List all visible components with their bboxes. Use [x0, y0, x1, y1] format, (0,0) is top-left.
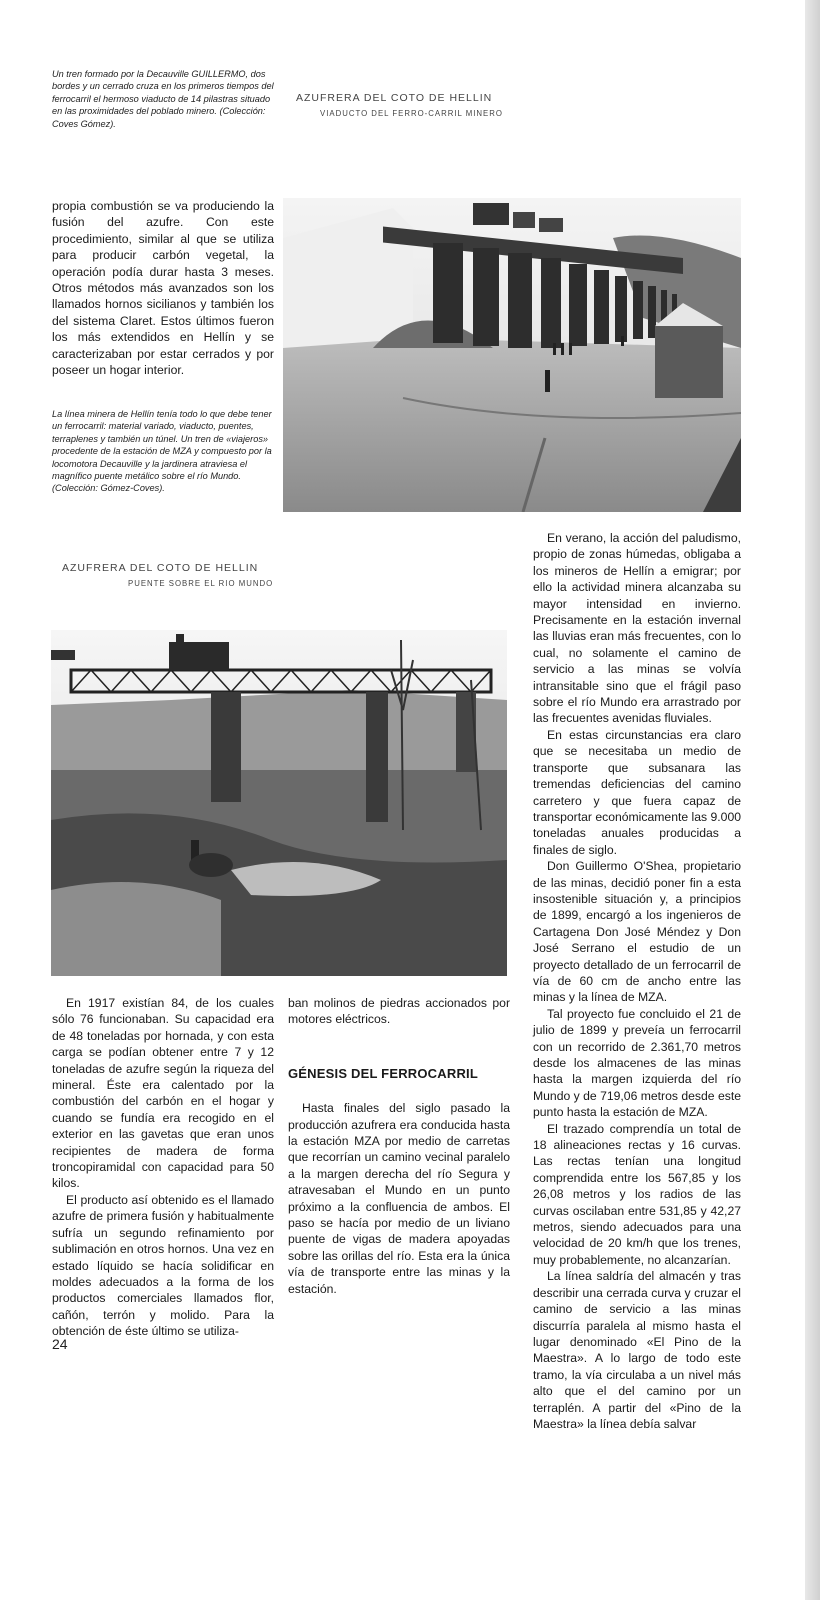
paragraph: En 1917 existían 84, de los cuales sólo 76 funcionaban. Su capacidad era de 48 toneladas por hornada, y con esta carga se podían obtener entre 7 y 12 toneladas de azufre según la riqueza del mineral. Éste era calentado por la combustión del carbón en el hogar y cuando se fundía era recogido en el exterior en las gavetas que eran unos recipientes de madera de forma troncopiramidal con capacidad para 50 kilos.: [52, 996, 274, 1191]
paragraph: La línea saldría del almacén y tras describir una cerrada curva y cruzar el camino de servicio a las minas discurría paralela al mismo hasta el lugar denominado «El Pino de la Maestra». A lo largo de todo este tramo, la vía circulaba a un nivel más alto que el del camino por un terraplén. A partir del «Pino de la Maestra» la línea debía salvar: [533, 1269, 741, 1431]
paragraph: En estas circunstancias era claro que se necesitaba un medio de transporte que subsanara las tremendas deficiencias del camino carretero y que fuera capaz de transportar económicamente las 9.000 toneladas anuales producidas a finales de siglo.: [533, 727, 741, 857]
paragraph: propia combustión se va produciendo la fusión del azufre. Con este procedimiento, similar al que se utiliza para producir carbón vegetal, la operación podía durar hasta 3 meses. Otros métodos más avanzados son los llamados hornos sicilianos y también los del sistema Claret. Estos últimos fueron los más extendidos en Hellín y se caracterizaban por estar cerrados y por poseer un hogar interior.: [52, 199, 274, 378]
paragraph: Tal proyecto fue concluido el 21 de julio de 1899 y preveía un ferrocarril con un recorrido de 2.361,70 metros desde los almacenes de las minas hasta la margen izquierda del río Mundo y de 719,06 metros desde este punto hasta la estación de MZA.: [533, 1006, 741, 1120]
section-heading: GÉNESIS DEL FERROCARRIL: [288, 1065, 478, 1081]
paragraph: ban molinos de piedras accionados por motores eléctricos.: [288, 996, 510, 1027]
page-number: 24: [52, 1336, 68, 1352]
text-column-bottom-left: [52, 995, 274, 1340]
paragraph: El producto así obtenido es el llamado azufre de primera fusión y habitualmente sufría un segundo refinamiento por sublimación en otros hornos. Una vez en estado líquido se hacía solidificar en moldes adecuados a la forma de los productos comerciales llamados flor, cañón, terrón y molido. Para la obtención de éste último se utiliza-: [52, 1192, 274, 1339]
paragraph: Hasta finales del siglo pasado la producción azufrera era conducida hasta la estación MZA por medio de carretas que recorrían un camino vecinal paralelo a la margen derecha del río Segura y atravesaban el Mundo en un punto próximo a la confluencia de ambos. El paso se hacía por medio de un liviano puente de vigas de madera apoyadas sobre las orillas del río. Esta era la única vía de transporte entre las minas y la estación.: [288, 1101, 510, 1296]
photo-caption-middle: La línea minera de Hellín tenía todo lo que debe tener un ferrocarril: material variado, viaducto, puentes, terraplenes y también un túnel. Un tren de «viajeros» procedente de la estación de MZA y compuesto por la locomotora Decauville y la jardinera atraviesa el magnífico puente metálico sobre el río Mundo. (Colección: Gómez-Coves).: [52, 409, 272, 494]
text-column-right: [533, 530, 741, 1432]
page-edge-shadow: [805, 0, 820, 1600]
photo1-subtitle: VIADUCTO DEL FERRO-CARRIL MINERO: [320, 109, 503, 118]
photo2-subtitle: PUENTE SOBRE EL RIO MUNDO: [128, 579, 274, 588]
paragraph: El trazado comprendía un total de 18 alineaciones rectas y 16 curvas. Las rectas tenían una longitud comprendida entre los 567,85 y los 26,08 metros y los radios de las curvas oscilaban entre 531,85 y 42,27 metros, siendo adecuados para una velocidad de 20 km/h que los trenes, muy probablemente, no alcanzarían.: [533, 1121, 741, 1267]
paragraph: Don Guillermo O'Shea, propietario de las minas, decidió poner fin a esta insostenible situación y, a principios de 1899, encargó a los ingenieros de Cartagena Don José Méndez y Don José Serrano el estudio de un proyecto detallado de un ferrocarril de vía de 60 cm de ancho entre las minas y la línea de MZA.: [533, 859, 741, 1005]
photo2-title: AZUFRERA DEL COTO DE HELLIN: [62, 562, 259, 574]
paragraph: En verano, la acción del paludismo, propio de zonas húmedas, obligaba a los mineros de Hellín a emigrar; por ello la actividad minera alcanzaba su mayor intensidad en invierno. Precisamente en la estación invernal las lluvias eran más frecuentes, con lo cual, no solamente el camino de servicio a las minas se volvía intransitable sino que el frágil paso sobre el río Mundo era arrastrado por las frecuentes avenidas fluviales.: [533, 531, 741, 726]
photo-viaduct: [283, 198, 741, 512]
photo1-title: AZUFRERA DEL COTO DE HELLIN: [296, 92, 493, 104]
photo-bridge: [51, 630, 507, 976]
text-column-bottom-middle: [288, 995, 510, 1297]
text-column-left-top: [52, 198, 274, 378]
photo-caption-top: Un tren formado por la Decauville GUILLERMO, dos bordes y un cerrado cruza en los primeros tiempos del ferrocarril el hermoso viaducto de 14 pilastras situado en las proximidades del poblado minero. (Colección: Coves Gómez).: [52, 69, 274, 129]
